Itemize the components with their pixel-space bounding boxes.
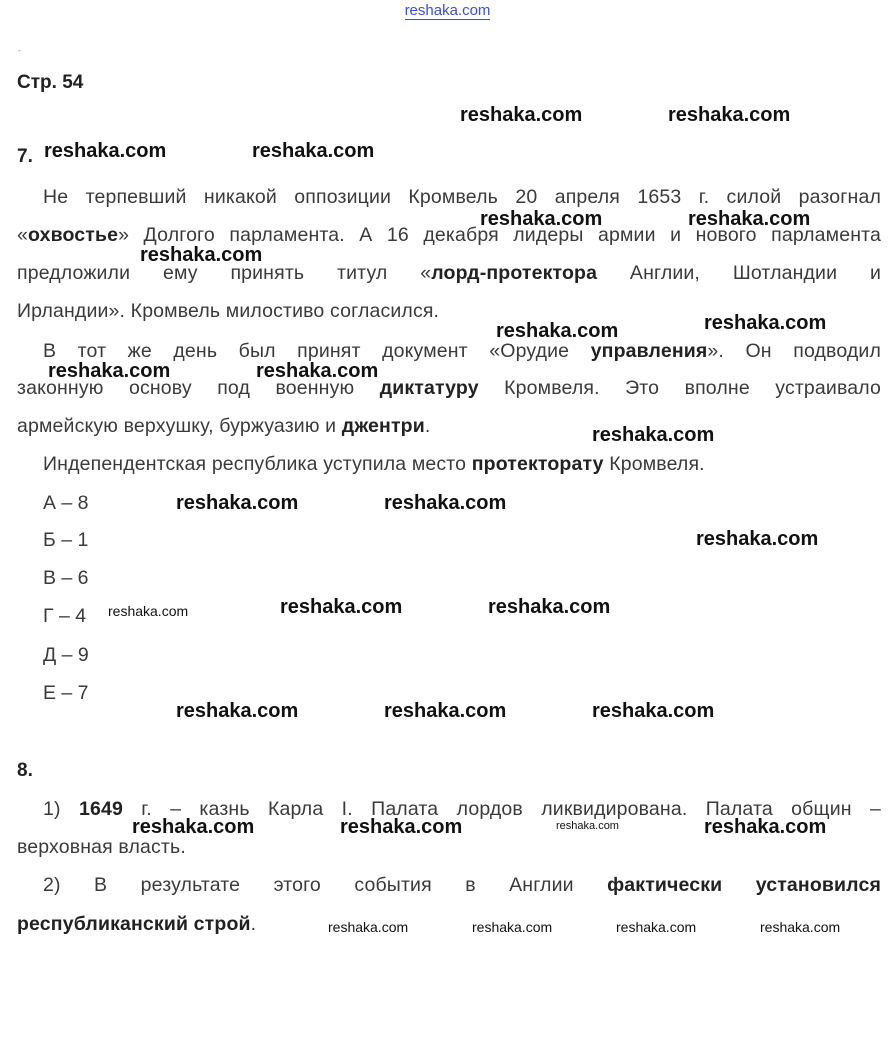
task-8-item-1-line-1: 1) 1649 г. – казнь Карла I. Палата лордов ликвидирована. Палата общин –: [43, 798, 881, 820]
page-title: Стр. 54: [17, 72, 84, 93]
task-8-number: 8.: [17, 760, 33, 781]
task-7-p2-line-2: законную основу под военную диктатуру Кромвеля. Это вполне устраивало: [17, 377, 881, 399]
watermark: reshaka.com: [496, 320, 619, 342]
watermark: reshaka.com: [176, 492, 299, 514]
watermark: reshaka.com: [704, 312, 827, 334]
answer-g: Г – 4: [43, 605, 87, 627]
watermark: reshaka.com: [176, 700, 299, 722]
watermark: reshaka.com: [592, 424, 715, 446]
watermark-small: reshaka.com: [108, 603, 189, 619]
task-7-p1-line-1: Не терпевший никакой оппозиции Кромвель 20 апреля 1653 г. силой разогнал: [43, 186, 881, 208]
watermark: reshaka.com: [668, 104, 791, 126]
answer-v: В – 6: [43, 567, 89, 589]
watermark: reshaka.com: [132, 816, 255, 838]
term-lord-protector: лорд-протектора: [431, 262, 598, 284]
task-7-p2-line-3: армейскую верхушку, буржуазию и джентри.: [17, 415, 431, 437]
watermark-small: reshaka.com: [760, 919, 841, 935]
watermark: reshaka.com: [480, 208, 603, 230]
watermark: reshaka.com: [256, 360, 379, 382]
watermark-small: reshaka.com: [472, 919, 553, 935]
term-gentry: джентри: [341, 415, 425, 437]
task-7-p1-line-4: Ирландии». Кромвель милостиво согласился.: [17, 300, 440, 322]
term-dictatura: диктатуру: [379, 377, 479, 399]
watermark: reshaka.com: [384, 492, 507, 514]
task-7-p1-line-3: предложили ему принять титул «лорд-протектора Англии, Шотландии и: [17, 262, 881, 284]
answer-a: А – 8: [43, 492, 89, 514]
watermark: reshaka.com: [140, 244, 263, 266]
watermark: reshaka.com: [592, 700, 715, 722]
term-fakticheski: фактически установился: [607, 874, 881, 896]
watermark: reshaka.com: [280, 596, 403, 618]
term-protectorate: протекторату: [471, 453, 604, 475]
watermark-tiny: reshaka.com: [556, 820, 619, 832]
page-tick-mark: -: [18, 46, 21, 55]
site-link-text[interactable]: reshaka.com: [404, 2, 491, 19]
watermark: reshaka.com: [384, 700, 507, 722]
answer-e: Е – 7: [43, 682, 89, 704]
watermark: reshaka.com: [44, 140, 167, 162]
term-ohvostie: охвостье: [28, 224, 119, 246]
watermark: reshaka.com: [460, 104, 583, 126]
watermark: reshaka.com: [340, 816, 463, 838]
task-8-item-2-line-2: республиканский строй.: [17, 913, 257, 935]
term-republic: республиканский строй: [17, 913, 251, 935]
watermark: reshaka.com: [48, 360, 171, 382]
answer-b: Б – 1: [43, 529, 89, 551]
watermark: reshaka.com: [252, 140, 375, 162]
watermark-small: reshaka.com: [328, 919, 409, 935]
task-7-p3-line: Индепендентская республика уступила место протекторату Кромвеля.: [43, 453, 705, 475]
task-8-item-2-line-1: 2) В результате этого события в Англии фактически установился: [43, 874, 881, 896]
watermark: reshaka.com: [696, 528, 819, 550]
site-link[interactable]: [0, 2, 895, 19]
answer-d: Д – 9: [43, 644, 89, 666]
task-7-p2-line-1: В тот же день был принят документ «Орудие управления». Он подводил: [43, 340, 881, 362]
task-7-p1-line-2: «охвостье» Долгого парламента. А 16 декабря лидеры армии и нового парламента: [17, 224, 881, 246]
task-7-number: 7.: [17, 146, 33, 167]
task-8-item-1-line-2: верховная власть.: [17, 836, 186, 858]
watermark: reshaka.com: [688, 208, 811, 230]
watermark-small: reshaka.com: [616, 919, 697, 935]
term-upravleniya: управления: [590, 340, 708, 362]
year-1649: 1649: [78, 798, 123, 820]
watermark: reshaka.com: [488, 596, 611, 618]
watermark: reshaka.com: [704, 816, 827, 838]
